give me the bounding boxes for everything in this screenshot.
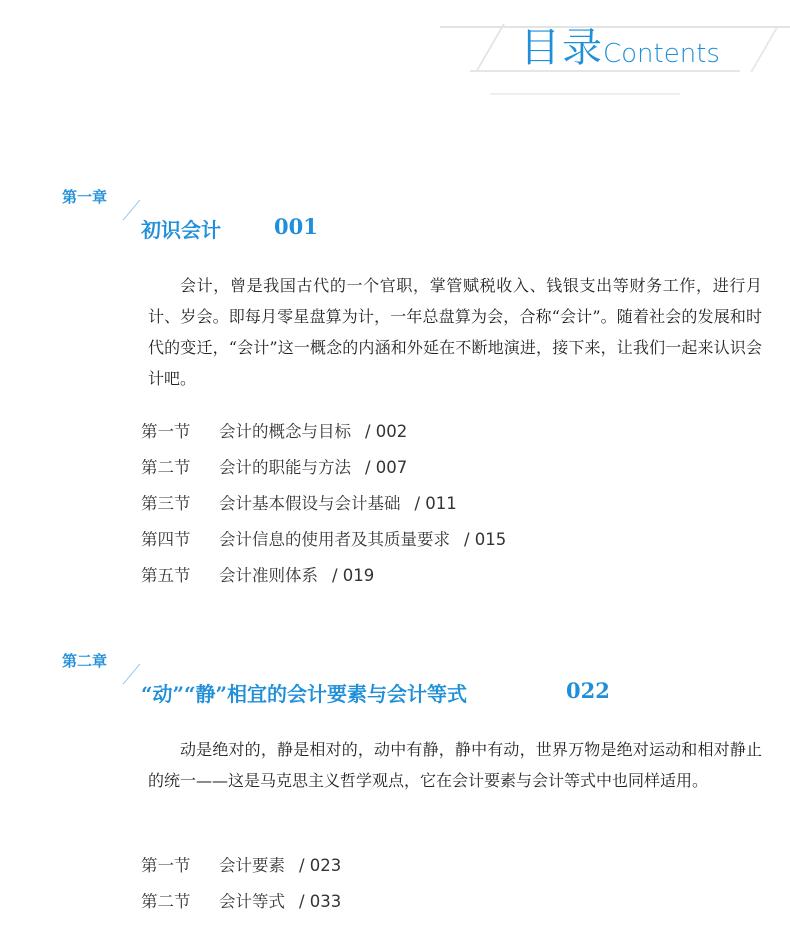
toc-section-item[interactable] (141, 852, 341, 880)
chapter-divider (123, 664, 141, 684)
decorative-line (440, 26, 790, 28)
section-number: 第一节 (141, 856, 191, 875)
section-number: 第四节 (141, 530, 191, 549)
decorative-line (750, 28, 777, 72)
section-page: / 002 (365, 422, 408, 441)
toc-subtitle: Contents (603, 39, 720, 69)
section-number: 第五节 (141, 566, 191, 585)
section-title: 会计等式 (219, 892, 285, 911)
section-title: 会计基本假设与会计基础 (219, 494, 401, 513)
section-number: 第一节 (141, 422, 191, 441)
section-number: 第二节 (141, 892, 191, 911)
section-title: 会计要素 (219, 856, 285, 875)
toc-title: 目录 (520, 25, 604, 71)
section-page: / 023 (299, 856, 342, 875)
toc-section-item[interactable] (141, 562, 374, 590)
chapter-description: 会计，曾是我国古代的一个官职，掌管赋税收入、钱银支出等财务工作，进行月计、岁会。即每月零星盘算为计，一年总盘算为会，合称“会计”。随着社会的发展和时代的变迁，“会计”这一概念的内涵和外延在不断地演进，接下来，让我们一起来认识会计吧。 (148, 276, 762, 388)
section-title: 会计的职能与方法 (219, 458, 351, 477)
chapter-title[interactable]: “动”“静”相宜的会计要素与会计等式 (141, 682, 468, 706)
section-page: / 019 (332, 566, 375, 585)
chapter-page-number[interactable]: 022 (566, 678, 610, 703)
section-title: 会计信息的使用者及其质量要求 (219, 530, 450, 549)
section-title: 会计的概念与目标 (219, 422, 351, 441)
toc-section-item[interactable] (141, 526, 506, 554)
toc-section-item[interactable] (141, 490, 457, 518)
section-number: 第二节 (141, 458, 191, 477)
decorative-line (475, 24, 505, 72)
chapter-page-number[interactable]: 001 (274, 214, 318, 239)
section-page: / 011 (414, 494, 457, 513)
toc-section-item[interactable] (141, 888, 341, 916)
section-title: 会计准则体系 (219, 566, 318, 585)
chapter-label: 第一章 (62, 188, 108, 206)
section-page: / 033 (299, 892, 342, 911)
decorative-line (490, 93, 680, 95)
chapter-description: 动是绝对的，静是相对的，动中有静，静中有动，世界万物是绝对运动和相对静止的统一——这是马克思主义哲学观点，它在会计要素与会计等式中也同样适用。 (148, 740, 762, 790)
chapter-label: 第二章 (62, 652, 108, 670)
section-page: / 007 (365, 458, 408, 477)
toc-header (0, 0, 790, 110)
section-page: / 015 (464, 530, 507, 549)
chapter-divider (123, 200, 141, 220)
chapter-title[interactable]: 初识会计 (141, 218, 221, 242)
toc-section-item[interactable] (141, 454, 407, 482)
section-number: 第三节 (141, 494, 191, 513)
toc-section-item[interactable] (141, 418, 407, 446)
